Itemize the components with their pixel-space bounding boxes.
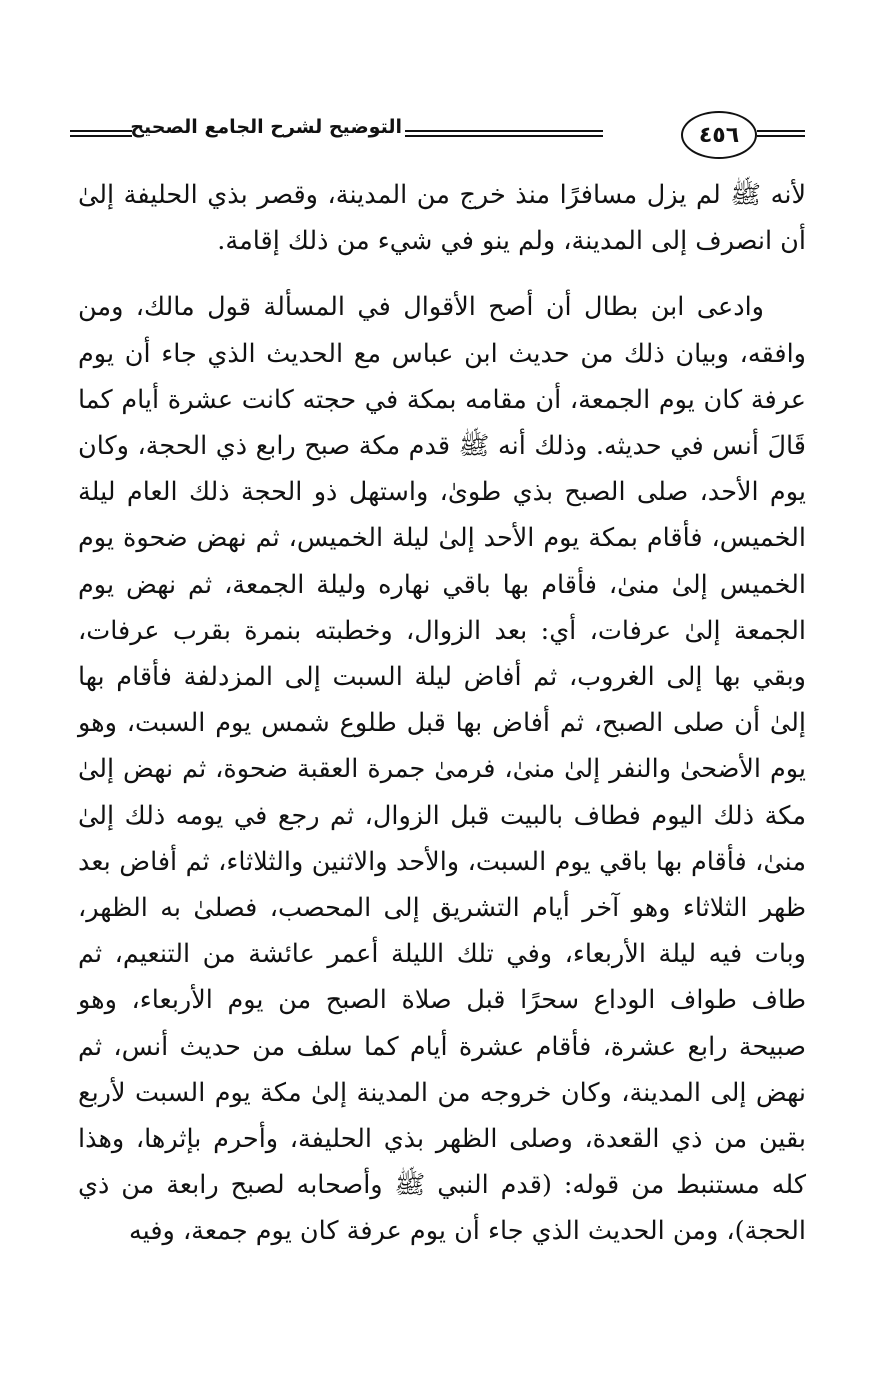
header-rule-left: [70, 130, 132, 137]
page-number: ٤٥٦: [698, 122, 740, 148]
running-header: [70, 108, 805, 164]
header-rule-middle: [405, 130, 603, 137]
paragraph-continued: لأنه ﷺ لم يزل مسافرًا منذ خرج من المدينة، وقصر بذي الحليفة إلىٰ أن انصرف إلى المدينة، ولم ينو في شيء من ذلك إقامة.: [78, 180, 806, 257]
running-title: التوضيح لشرح الجامع الصحيح: [130, 116, 402, 138]
page-number-badge: [681, 111, 757, 159]
paragraph: وادعى ابن بطال أن أصح الأقوال في المسألة قول مالك، ومن وافقه، وبيان ذلك من حديث ابن عباس مع الحديث الذي جاء أن يوم عرفة كان يوم الجمعة، أن مقامه بمكة في حجته كانت عشرة أيام كما قَالَ أنس في حديثه. وذلك أنه ﷺ قدم مكة صبح رابع ذي الحجة، وكان يوم الأحد، صلى الصبح بذي طوىٰ، واستهل ذو الحجة ذلك العام ليلة الخميس، فأقام بمكة يوم الأحد إلىٰ ليلة الخميس، ثم نهض ضحوة يوم الخميس إلىٰ منىٰ، فأقام بها باقي نهاره وليلة الجمعة، ثم نهض يوم الجمعة إلىٰ عرفات، أي: بعد الزوال، وخطبته بنمرة بقرب عرفات، وبقي بها إلى الغروب، ثم أفاض ليلة السبت إلى المزدلفة فأقام بها إلىٰ أن صلى الصبح، ثم أفاض بها قبل طلوع شمس يوم السبت، وهو يوم الأضحىٰ والنفر إلىٰ منىٰ، فرمىٰ جمرة العقبة ضحوة، ثم نهض إلىٰ مكة ذلك اليوم فطاف بالبيت قبل الزوال، ثم رجع في يومه ذلك إلىٰ منىٰ، فأقام بها باقي يوم السبت، والأحد والاثنين والثلاثاء، ثم أفاض بعد ظهر الثلاثاء وهو آخر أيام التشريق إلى المحصب، فصلىٰ به الظهر، وبات فيه ليلة الأربعاء، وفي تلك الليلة أعمر عائشة من التنعيم، ثم طاف طواف الوداع سحرًا قبل صلاة الصبح من يوم الأربعاء، وهو صبيحة رابع عشرة، فأقام عشرة أيام كما سلف من حديث أنس، ثم نهض إلى المدينة، وكان خروجه من المدينة إلىٰ مكة يوم السبت لأربع بقين من ذي القعدة، وصلى الظهر بذي الحليفة، وأحرم بإثرها، وهذا كله مستنبط من قوله: (قدم النبي ﷺ وأصحابه لصبح رابعة من ذي الحجة)، ومن الحديث الذي جاء أن يوم عرفة كان يوم جمعة، وفيه: [78, 292, 806, 1247]
header-rule-right: [757, 130, 805, 137]
body-text: [78, 172, 806, 1255]
